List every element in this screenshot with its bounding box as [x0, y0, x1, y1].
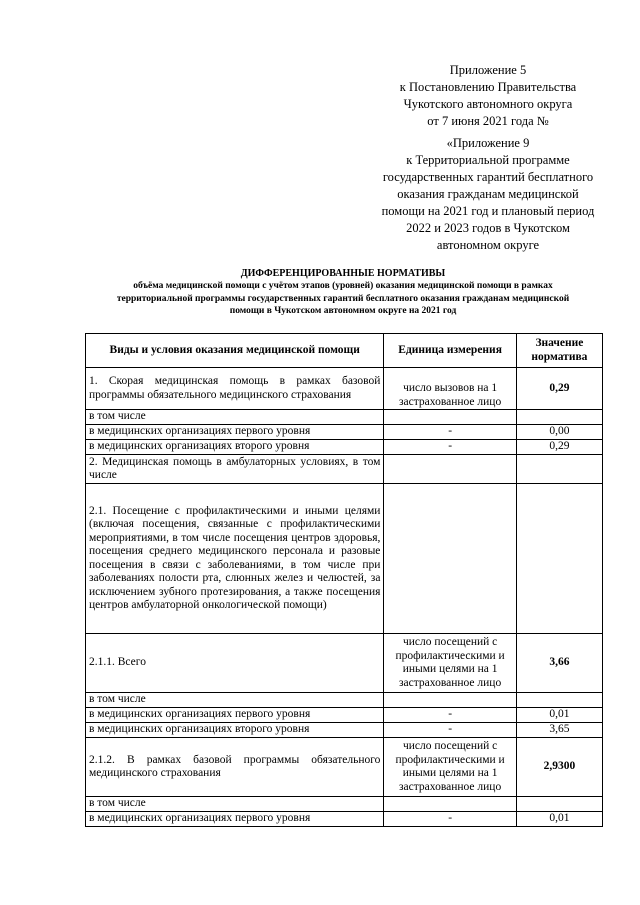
table-row: [86, 484, 603, 634]
appendix-5-block: [360, 62, 616, 130]
cell-value: [516, 484, 602, 634]
cell-unit: число вызовов на 1 застрахованное лицо: [384, 368, 516, 410]
table-row: [86, 738, 603, 797]
cell-care-type: в медицинских организациях первого уровня: [86, 708, 384, 723]
cell-care-type: в медицинских организациях второго уровня: [86, 723, 384, 738]
cell-unit: -: [384, 723, 516, 738]
appendix-9-line: государственных гарантий бесплатного: [382, 170, 594, 184]
cell-unit: -: [384, 425, 516, 440]
cell-care-type: в медицинских организациях первого уровня: [86, 425, 384, 440]
heading-title: ДИФФЕРЕНЦИРОВАННЫЕ НОРМАТИВЫ: [240, 268, 446, 279]
header-norm-value: Значение норматива: [516, 334, 602, 368]
appendix-9-line: автономном округе: [436, 238, 540, 252]
appendix-9-block: [360, 135, 616, 254]
cell-unit: -: [384, 708, 516, 723]
header-care-type: Виды и условия оказания медицинской помощи: [86, 334, 384, 368]
cell-care-type: 2.1. Посещение с профилактическими и иными целями (включая посещения, связанные с профилактическими мероприятиями, в том числе посещения центров здоровья, посещения среднего медицинского персонала и разовые посещения в связи с заболеваниями, в том числе при заболеваниях полости рта, слюнных желез и челюстей, за исключением зубного протезирования, а также посещения центров амбулаторной онкологической помощи): [86, 484, 384, 634]
table-header-row: [86, 334, 603, 368]
appendix-9-line: оказания гражданам медицинской: [397, 187, 579, 201]
table-row: [86, 410, 603, 425]
cell-value: 0,29: [516, 368, 602, 410]
appendix-5-line: от 7 июня 2021 года №: [427, 114, 549, 128]
cell-care-type: в том числе: [86, 410, 384, 425]
cell-unit: число посещений с профилактическими и иными целями на 1 застрахованное лицо: [384, 738, 516, 797]
norms-table: [85, 333, 603, 827]
table-row: [86, 812, 603, 827]
table-row: [86, 440, 603, 455]
table-row: [86, 368, 603, 410]
cell-value: 0,01: [516, 812, 602, 827]
table-row: [86, 797, 603, 812]
cell-value: 0,01: [516, 708, 602, 723]
cell-unit: [384, 693, 516, 708]
appendix-5-line: Чукотского автономного округа: [403, 97, 573, 111]
appendix-5-line: к Постановлению Правительства: [399, 80, 577, 94]
cell-value: [516, 455, 602, 484]
document-heading: [80, 268, 606, 318]
cell-unit: -: [384, 440, 516, 455]
table-row: [86, 425, 603, 440]
table-row: [86, 693, 603, 708]
appendix-5-title: Приложение 5: [449, 63, 527, 77]
header-unit: Единица измерения: [384, 334, 516, 368]
cell-care-type: 2.1.1. Всего: [86, 634, 384, 693]
cell-value: 3,65: [516, 723, 602, 738]
cell-care-type: в том числе: [86, 693, 384, 708]
cell-unit: [384, 797, 516, 812]
table-row: [86, 455, 603, 484]
appendix-9-title: «Приложение 9: [446, 136, 530, 150]
cell-value: [516, 410, 602, 425]
cell-unit: -: [384, 812, 516, 827]
cell-care-type: в том числе: [86, 797, 384, 812]
table-row: [86, 723, 603, 738]
cell-care-type: 1. Скорая медицинская помощь в рамках базовой программы обязательного медицинского страхования: [86, 368, 384, 410]
cell-value: [516, 693, 602, 708]
cell-value: 0,29: [516, 440, 602, 455]
heading-subtitle: территориальной программы государственных гарантий бесплатного оказания гражданам медицинской: [116, 293, 570, 304]
cell-unit: число посещений с профилактическими и иными целями на 1 застрахованное лицо: [384, 634, 516, 693]
cell-value: [516, 797, 602, 812]
cell-care-type: 2. Медицинская помощь в амбулаторных условиях, в том числе: [86, 455, 384, 484]
cell-care-type: 2.1.2. В рамках базовой программы обязательного медицинского страхования: [86, 738, 384, 797]
cell-value: 0,00: [516, 425, 602, 440]
table-row: [86, 708, 603, 723]
cell-unit: [384, 484, 516, 634]
table-row: [86, 634, 603, 693]
appendix-9-line: помощи на 2021 год и плановый период: [381, 204, 595, 218]
cell-value: 2,9300: [516, 738, 602, 797]
heading-subtitle: объёма медицинской помощи с учётом этапов (уровней) оказания медицинской помощи в рамках: [133, 281, 553, 291]
cell-value: 3,66: [516, 634, 602, 693]
cell-care-type: в медицинских организациях первого уровня: [86, 812, 384, 827]
cell-unit: [384, 410, 516, 425]
cell-care-type: в медицинских организациях второго уровня: [86, 440, 384, 455]
cell-unit: [384, 455, 516, 484]
heading-subtitle: помощи в Чукотском автономном округе на 2021 год: [229, 306, 457, 316]
appendix-9-line: 2022 и 2023 годов в Чукотском: [406, 221, 570, 235]
appendix-9-line: к Территориальной программе: [406, 153, 570, 167]
